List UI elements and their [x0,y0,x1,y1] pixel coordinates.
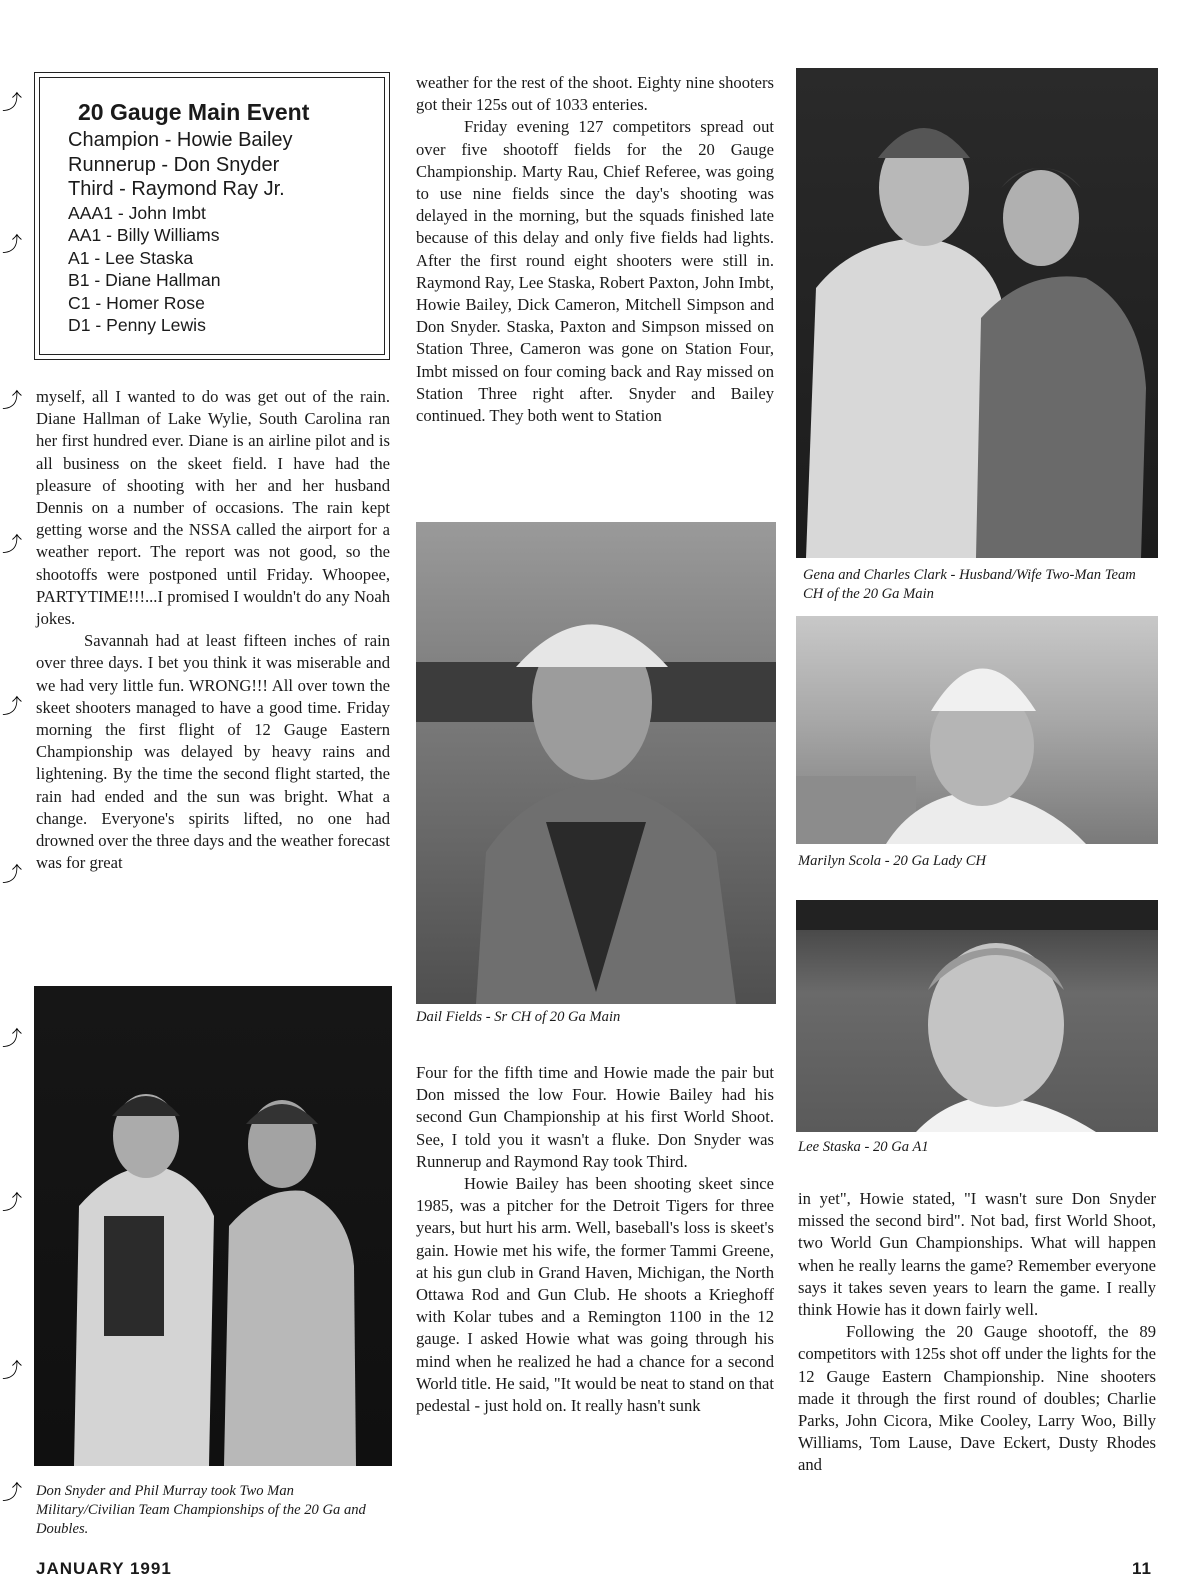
paragraph: myself, all I wanted to do was get out of the rain. Diane Hallman of Lake Wylie, South Carolina ran her first hundred ever. Diane is an airline pilot and is all business on the skeet field. I have had the pleasure of shooting with her and her husband Dennis on a number of occasions. The rain kept getting worse and the NSSA called the airport for a weather report. The report was not good, so the shootoffs were postponed until Friday. Whoopee, PARTYTIME!!!...I promised I wouldn't do any Noah jokes. [36,387,390,629]
photo-dail-fields [416,522,776,1004]
margin-mark: ⤴ [2,1358,22,1382]
result-line: B1 - Diane Hallman [68,270,221,291]
photo-marilyn-scola [796,616,1158,844]
paragraph: Following the 20 Gauge shootoff, the 89 competitors with 125s shot off under the lights for the 12 Gauge Eastern Championship. Nine shooters made it through the first round of doubles; Charlie Parks, John Cicora, Mike Cooley, Larry Woo, Billy Williams, Tom Lause, Dave Eckert, Dusty Rhodes and [798,1322,1156,1475]
margin-mark: ⤴ [2,1190,22,1214]
article-column-3-bottom [798,1188,1156,1477]
result-line: Third - Raymond Ray Jr. [68,178,285,200]
result-line: Runnerup - Don Snyder [68,153,280,176]
margin-mark: ⤴ [2,694,22,718]
paragraph: Four for the fifth time and Howie made the pair but Don missed the low Four. Howie Bailey had his second Gun Championship at his first World Shoot. See, I told you it wasn't a fluke. Don Snyder was Runnerup and Raymond Ray took Third. [416,1063,774,1171]
article-column-1 [36,386,390,874]
result-line: AAA1 - John Imbt [68,202,206,223]
margin-mark: ⤴ [2,532,22,556]
margin-mark: ⤴ [2,388,22,412]
footer-page-number: 11 [1132,1559,1152,1578]
photo-snyder-murray [34,986,392,1466]
caption-lee-staska: Lee Staska - 20 Ga A1 [798,1139,929,1155]
margin-mark: ⤴ [2,90,22,114]
paragraph: Savannah had at least fifteen inches of rain over three days. I bet you think it was miserable and we had very little fun. WRONG!!! All over town the skeet shooters managed to have a good time. Friday morning the first flight of 12 Gauge Eastern Championship was delayed by heavy rains and lightening. By the time the second flight started, the rain had ended and the sun was bright. What a change. Everyone's spirits lifted, no one had drowned over the three days and the weather forecast was for great [36,631,390,873]
paragraph: weather for the rest of the shoot. Eighty nine shooters got their 125s out of 1033 enteries. [416,73,774,115]
results-box [68,98,309,337]
results-box-title: 20 Gauge Main Event [78,99,310,125]
margin-mark: ⤴ [2,232,22,256]
caption-clark: Gena and Charles Clark - Husband/Wife Two-Man Team CH of the 20 Ga Main [803,567,1136,602]
result-line: D1 - Penny Lewis [68,315,206,336]
article-column-2-bottom [416,1062,774,1417]
paragraph: in yet", Howie stated, "I wasn't sure Don Snyder missed the second bird". Not bad, first World Shoot, two World Gun Championships. What will happen when he really learns the game? Remember everyone says it takes seven years to learn the game. I really think Howie has it down fairly well. [798,1189,1156,1320]
paragraph: Howie Bailey has been shooting skeet since 1985, was a pitcher for the Detroit Tigers for three years, but hurt his arm. Well, baseball's loss is skeet's gain. Howie met his wife, the former Tammi Greene, at his gun club in Grand Haven, Michigan, the North Ottawa Rod and Gun Club. He shoots a Krieghoff with Kolar tubes and a Remington 1100 in the 12 gauge. I asked Howie what was going through his mind when he realized he had a chance for a second World title. He said, "It would be neat to stand on that pedestal - just hold on. It really hasn't sunk [416,1174,774,1416]
result-line: A1 - Lee Staska [68,247,194,268]
result-line: Champion - Howie Bailey [68,129,293,151]
margin-mark: ⤴ [2,862,22,886]
caption-dail-fields: Dail Fields - Sr CH of 20 Ga Main [416,1009,621,1025]
caption-marilyn-scola: Marilyn Scola - 20 Ga Lady CH [798,853,987,869]
photo-gena-charles-clark [796,68,1158,558]
caption-snyder-murray: Don Snyder and Phil Murray took Two Man Military/Civilian Team Championships of the 20 Ga and Doubles. [36,1483,366,1537]
margin-mark: ⤴ [2,1026,22,1050]
photo-lee-staska [796,900,1158,1132]
paragraph: Friday evening 127 competitors spread out over five shootoff fields for the 20 Gauge Championship. Marty Rau, Chief Referee, was going to use nine fields since the day's shooting was delayed in the morning, but the squads finished late because of this delay and only five fields had lights. After the first round eight shooters were still in. Raymond Ray, Lee Staska, Robert Paxton, John Imbt, Howie Bailey, Dick Cameron, Mitchell Simpson and Don Snyder. Staska, Paxton and Simpson missed on Station Three, Cameron was gone on Station Four, Imbt missed on four coming back and Ray missed on Station Three right after. Snyder and Bailey continued. They both went to Station [416,117,774,426]
result-line: C1 - Homer Rose [68,292,205,313]
article-column-2-top [416,72,774,427]
margin-mark: ⤴ [2,1480,22,1504]
footer-date: JANUARY 1991 [36,1559,172,1578]
result-line: AA1 - Billy Williams [68,225,220,246]
